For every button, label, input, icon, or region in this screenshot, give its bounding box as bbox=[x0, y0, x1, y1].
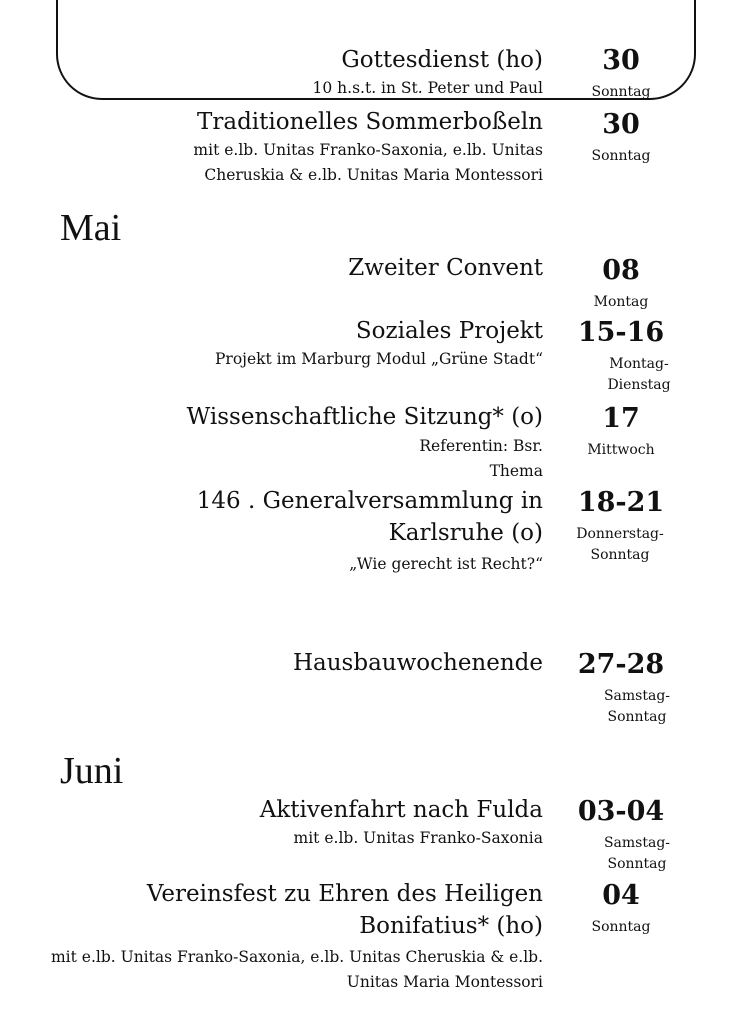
event-date: 04 bbox=[602, 880, 640, 911]
event-date: 30 bbox=[602, 45, 640, 76]
event-title: Soziales Projekt bbox=[355, 318, 543, 344]
event-title: 146 . Generalversammlung in Karlsruhe (o) bbox=[196, 488, 543, 546]
event-date: 03-04 bbox=[577, 796, 665, 827]
event-title: Zweiter Convent bbox=[348, 255, 543, 281]
event-title: Wissenschaftliche Sitzung* (o) bbox=[186, 404, 543, 430]
event-date: 17 bbox=[602, 403, 640, 434]
event-title: Gottesdienst (ho) bbox=[341, 47, 543, 73]
event-date: 08 bbox=[602, 255, 640, 286]
month-heading: Juni bbox=[60, 750, 124, 792]
event-weekday: Montag bbox=[593, 294, 649, 310]
event-date: 15-16 bbox=[577, 317, 665, 348]
event-date: 18-21 bbox=[577, 487, 665, 518]
event-weekday: Mittwoch bbox=[587, 442, 655, 458]
event-weekday: Donnerstag-Sonntag bbox=[576, 526, 664, 563]
event-weekday: Samstag-Sonntag bbox=[603, 835, 671, 872]
event-title: Aktivenfahrt nach Fulda bbox=[259, 797, 543, 823]
event-weekday: Montag-Dienstag bbox=[607, 356, 671, 393]
month-heading: Mai bbox=[60, 207, 122, 249]
event-date: 30 bbox=[602, 109, 640, 140]
event-subtitle: Referentin: Bsr. Thema bbox=[419, 437, 543, 480]
event-date: 27-28 bbox=[577, 649, 665, 680]
event-subtitle: mit e.lb. Unitas Franko-Saxonia, e.lb. Unitas Cheruskia & e.lb. Unitas Maria Montessori bbox=[193, 141, 543, 184]
event-weekday: Sonntag bbox=[591, 84, 651, 100]
event-subtitle: mit e.lb. Unitas Franko-Saxonia, e.lb. Unitas Cheruskia & e.lb. Unitas Maria Montessori bbox=[50, 948, 543, 991]
event-weekday: Sonntag bbox=[591, 919, 651, 935]
event-subtitle: 10 h.s.t. in St. Peter und Paul bbox=[312, 79, 543, 97]
event-title: Vereinsfest zu Ehren des Heiligen Bonifatius* (ho) bbox=[146, 881, 543, 939]
event-title: Traditionelles Sommerboßeln bbox=[197, 109, 543, 135]
event-weekday: Samstag-Sonntag bbox=[603, 688, 671, 725]
event-weekday: Sonntag bbox=[591, 148, 651, 164]
event-subtitle: Projekt im Marburg Modul „Grüne Stadt“ bbox=[214, 350, 543, 368]
event-title: Hausbauwochenende bbox=[292, 650, 543, 676]
event-subtitle: „Wie gerecht ist Recht?“ bbox=[349, 555, 543, 573]
event-subtitle: mit e.lb. Unitas Franko-Saxonia bbox=[293, 829, 543, 847]
